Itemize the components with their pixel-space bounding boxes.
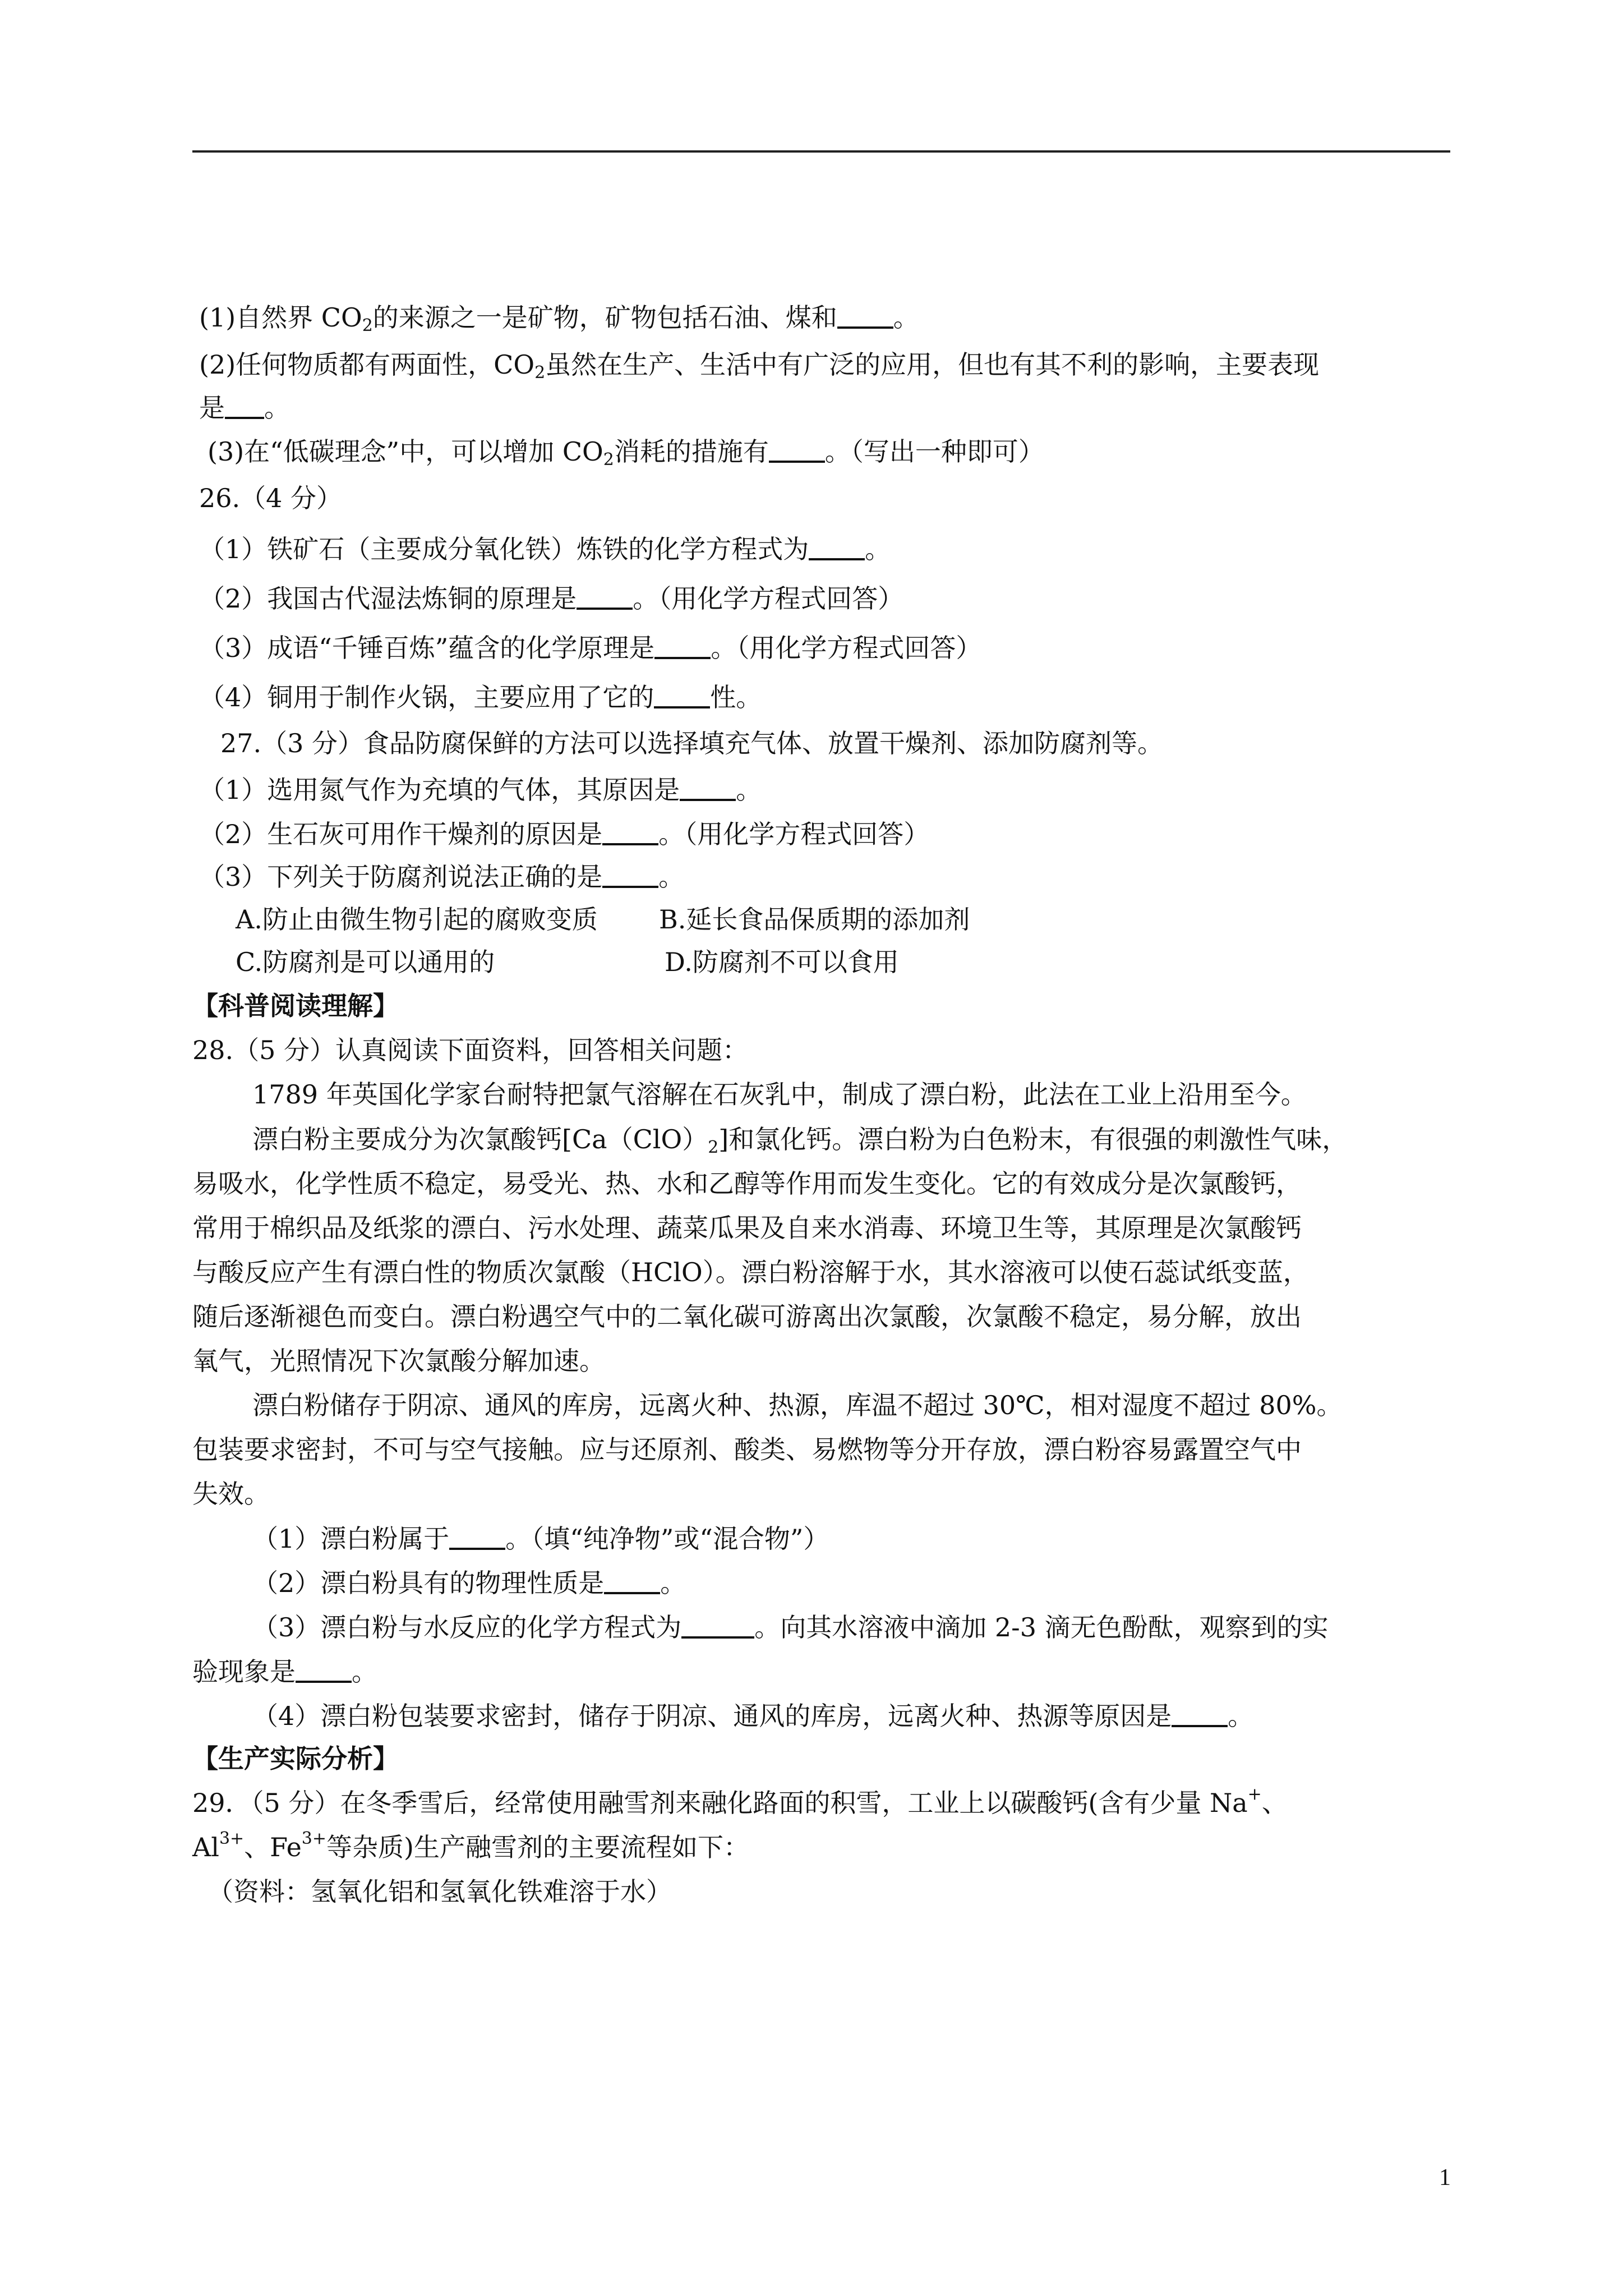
text: 。 (865, 534, 891, 564)
subscript: 2 (708, 1138, 719, 1157)
answer-blank[interactable] (837, 304, 893, 329)
q26-part1 (199, 536, 891, 562)
text: 。向其水溶液中滴加 2-3 滴无色酚酞，观察到的实 (754, 1612, 1329, 1642)
page-number: 1 (1439, 2165, 1451, 2191)
text: (3)在“低碳理念”中，可以增加 CO (208, 436, 603, 467)
text: 。（用化学方程式回答） (633, 583, 904, 614)
q28-para3-line3: 失效。 (192, 1479, 270, 1509)
q28-para2-line5: 随后逐渐褪色而变白。漂白粉遇空气中的二氧化碳可游离出次氯酸，次氯酸不稳定，易分解，放出 (192, 1301, 1302, 1332)
q28-part1 (252, 1525, 829, 1552)
text: 的来源之一是矿物，矿物包括石油、煤和 (372, 302, 837, 333)
text: （2）我国古代湿法炼铜的原理是 (199, 583, 577, 614)
text: 。（用化学方程式回答） (658, 819, 930, 849)
q28-para1: 1789 年英国化学家台耐特把氯气溶解在石灰乳中，制成了漂白粉，此法在工业上沿用至今。 (252, 1079, 1307, 1110)
text: 29．（5 分）在冬季雪后，经常使用融雪剂来融化路面的积雪，工业上以碳酸钙(含有少量 Na (192, 1788, 1248, 1818)
q29-line2 (192, 1829, 749, 1862)
q28-para2-line2: 易吸水，化学性质不稳定，易受光、热、水和乙醇等作用而发生变化。它的有效成分是次氯酸钙， (192, 1168, 1302, 1199)
text: 。（写出一种即可） (824, 436, 1044, 467)
q28-para2-line3: 常用于棉织品及纸浆的漂白、污水处理、蔬菜瓜果及自来水消毒、环境卫生等，其原理是次氯酸钙 (192, 1213, 1302, 1243)
subscript: 2 (534, 363, 546, 383)
answer-blank[interactable] (602, 821, 658, 845)
text: （4）漂白粉包装要求密封，储存于阴凉、通风的库房，远离火种、热源等原因是 (252, 1701, 1172, 1731)
text: 验现象是 (192, 1657, 296, 1687)
text: 。 (264, 393, 290, 423)
text: 是 (199, 393, 225, 423)
text: ]和氯化钙。漂白粉为白色粉末，有很强的刺激性气味， (718, 1124, 1348, 1154)
text: （2）生石灰可用作干燥剂的原因是 (199, 819, 603, 849)
text: 。（填“纯净物”或“混合物”） (505, 1524, 829, 1554)
q28-part3 (252, 1614, 1329, 1640)
q26-part2 (199, 583, 904, 614)
answer-blank[interactable] (577, 585, 633, 610)
q27-option-a: A.防止由微生物引起的腐败变质 (236, 904, 598, 935)
answer-blank[interactable] (1172, 1703, 1228, 1727)
q27-option-b: B.延长食品保质期的添加剂 (659, 904, 970, 935)
text: 、 (1261, 1788, 1288, 1818)
text: 。 (658, 862, 685, 892)
text: （1）漂白粉属于 (252, 1524, 450, 1554)
q28-para2-line1 (252, 1124, 1348, 1157)
superscript: 3+ (301, 1829, 327, 1848)
q28-para3-line2: 包装要求密封，不可与空气接触。应与还原剂、酸类、易燃物等分开存放，漂白粉容易露置空气中 (192, 1434, 1302, 1465)
q25-part3 (208, 436, 1044, 470)
text: （3）成语“千锤百炼”蕴含的化学原理是 (199, 633, 655, 663)
answer-blank[interactable] (449, 1525, 505, 1550)
q26-part4 (199, 684, 762, 710)
q27-option-d: D.防腐剂不可以食用 (665, 947, 899, 977)
text: 虽然在生产、生活中有广泛的应用，但也有其不利的影响，主要表现 (545, 349, 1320, 380)
q28-heading: 28.（5 分）认真阅读下面资料，回答相关问题： (192, 1035, 749, 1065)
answer-blank[interactable] (225, 394, 264, 419)
text: 。 (660, 1568, 686, 1598)
text: （3）漂白粉与水反应的化学方程式为 (252, 1612, 682, 1642)
text: 。 (352, 1657, 377, 1687)
q28-part4 (252, 1703, 1253, 1729)
q27-heading: 27.（3 分）食品防腐保鲜的方法可以选择填充气体、放置干燥剂、添加防腐剂等。 (220, 728, 1164, 758)
text: 。 (893, 302, 919, 333)
answer-blank[interactable] (680, 776, 736, 801)
text: 。（用化学方程式回答） (711, 633, 982, 663)
answer-blank[interactable] (654, 634, 711, 659)
q28-para2-line4: 与酸反应产生有漂白性的物质次氯酸（HClO）。漂白粉溶解于水，其水溶液可以使石蕊试纸变蓝， (192, 1257, 1309, 1287)
text: 消耗的措施有 (614, 436, 769, 467)
section-heading-production: 【生产实际分析】 (192, 1743, 399, 1774)
q25-part2-cont (199, 394, 290, 421)
answer-blank[interactable] (604, 1570, 660, 1594)
text: 等杂质)生产融雪剂的主要流程如下： (326, 1832, 749, 1862)
answer-blank[interactable] (602, 863, 658, 888)
q27-part1 (199, 776, 762, 803)
text: 。 (1228, 1701, 1254, 1731)
text: （2）漂白粉具有的物理性质是 (252, 1568, 605, 1598)
q25-part2 (199, 349, 1320, 383)
superscript: 3+ (219, 1829, 245, 1848)
header-rule (192, 150, 1450, 153)
answer-blank[interactable] (681, 1614, 754, 1639)
q27-option-c: C.防腐剂是可以通用的 (236, 947, 495, 977)
text: (1)自然界 CO (199, 302, 362, 333)
superscript: + (1247, 1784, 1262, 1804)
answer-blank[interactable] (769, 438, 825, 463)
q27-part3 (199, 863, 684, 890)
q26-heading: 26.（4 分） (199, 483, 343, 513)
q25-part1 (199, 302, 919, 335)
text: 、Fe (244, 1832, 302, 1862)
text: （1）铁矿石（主要成分氧化铁）炼铁的化学方程式为 (199, 534, 809, 564)
section-heading-reading: 【科普阅读理解】 (192, 991, 399, 1021)
q28-para3-line1: 漂白粉储存于阴凉、通风的库房，远离火种、热源，库温不超过 30℃，相对湿度不超过 80%。 (252, 1390, 1343, 1420)
text: 性。 (710, 682, 762, 712)
answer-blank[interactable] (296, 1658, 352, 1683)
q26-part3 (199, 634, 981, 661)
answer-blank[interactable] (809, 536, 865, 560)
text: 漂白粉主要成分为次氯酸钙[Ca（ClO） (252, 1124, 708, 1154)
q29-note: （资料：氢氧化铝和氢氧化铁难溶于水） (208, 1876, 672, 1907)
q29-line1 (192, 1784, 1288, 1818)
text: （3）下列关于防腐剂说法正确的是 (199, 862, 603, 892)
text: （1）选用氮气作为充填的气体，其原因是 (199, 775, 680, 805)
answer-blank[interactable] (654, 684, 710, 708)
text: （4）铜用于制作火锅，主要应用了它的 (199, 682, 654, 712)
subscript: 2 (362, 316, 373, 335)
q28-para2-line6: 氧气，光照情况下次氯酸分解加速。 (192, 1346, 605, 1376)
text: Al (192, 1832, 219, 1862)
q28-part2 (252, 1570, 686, 1596)
q28-part3-cont (192, 1658, 377, 1685)
q27-part2 (199, 821, 929, 847)
subscript: 2 (603, 450, 614, 470)
text: 。 (736, 775, 762, 805)
text: (2)任何物质都有两面性，CO (199, 349, 535, 380)
